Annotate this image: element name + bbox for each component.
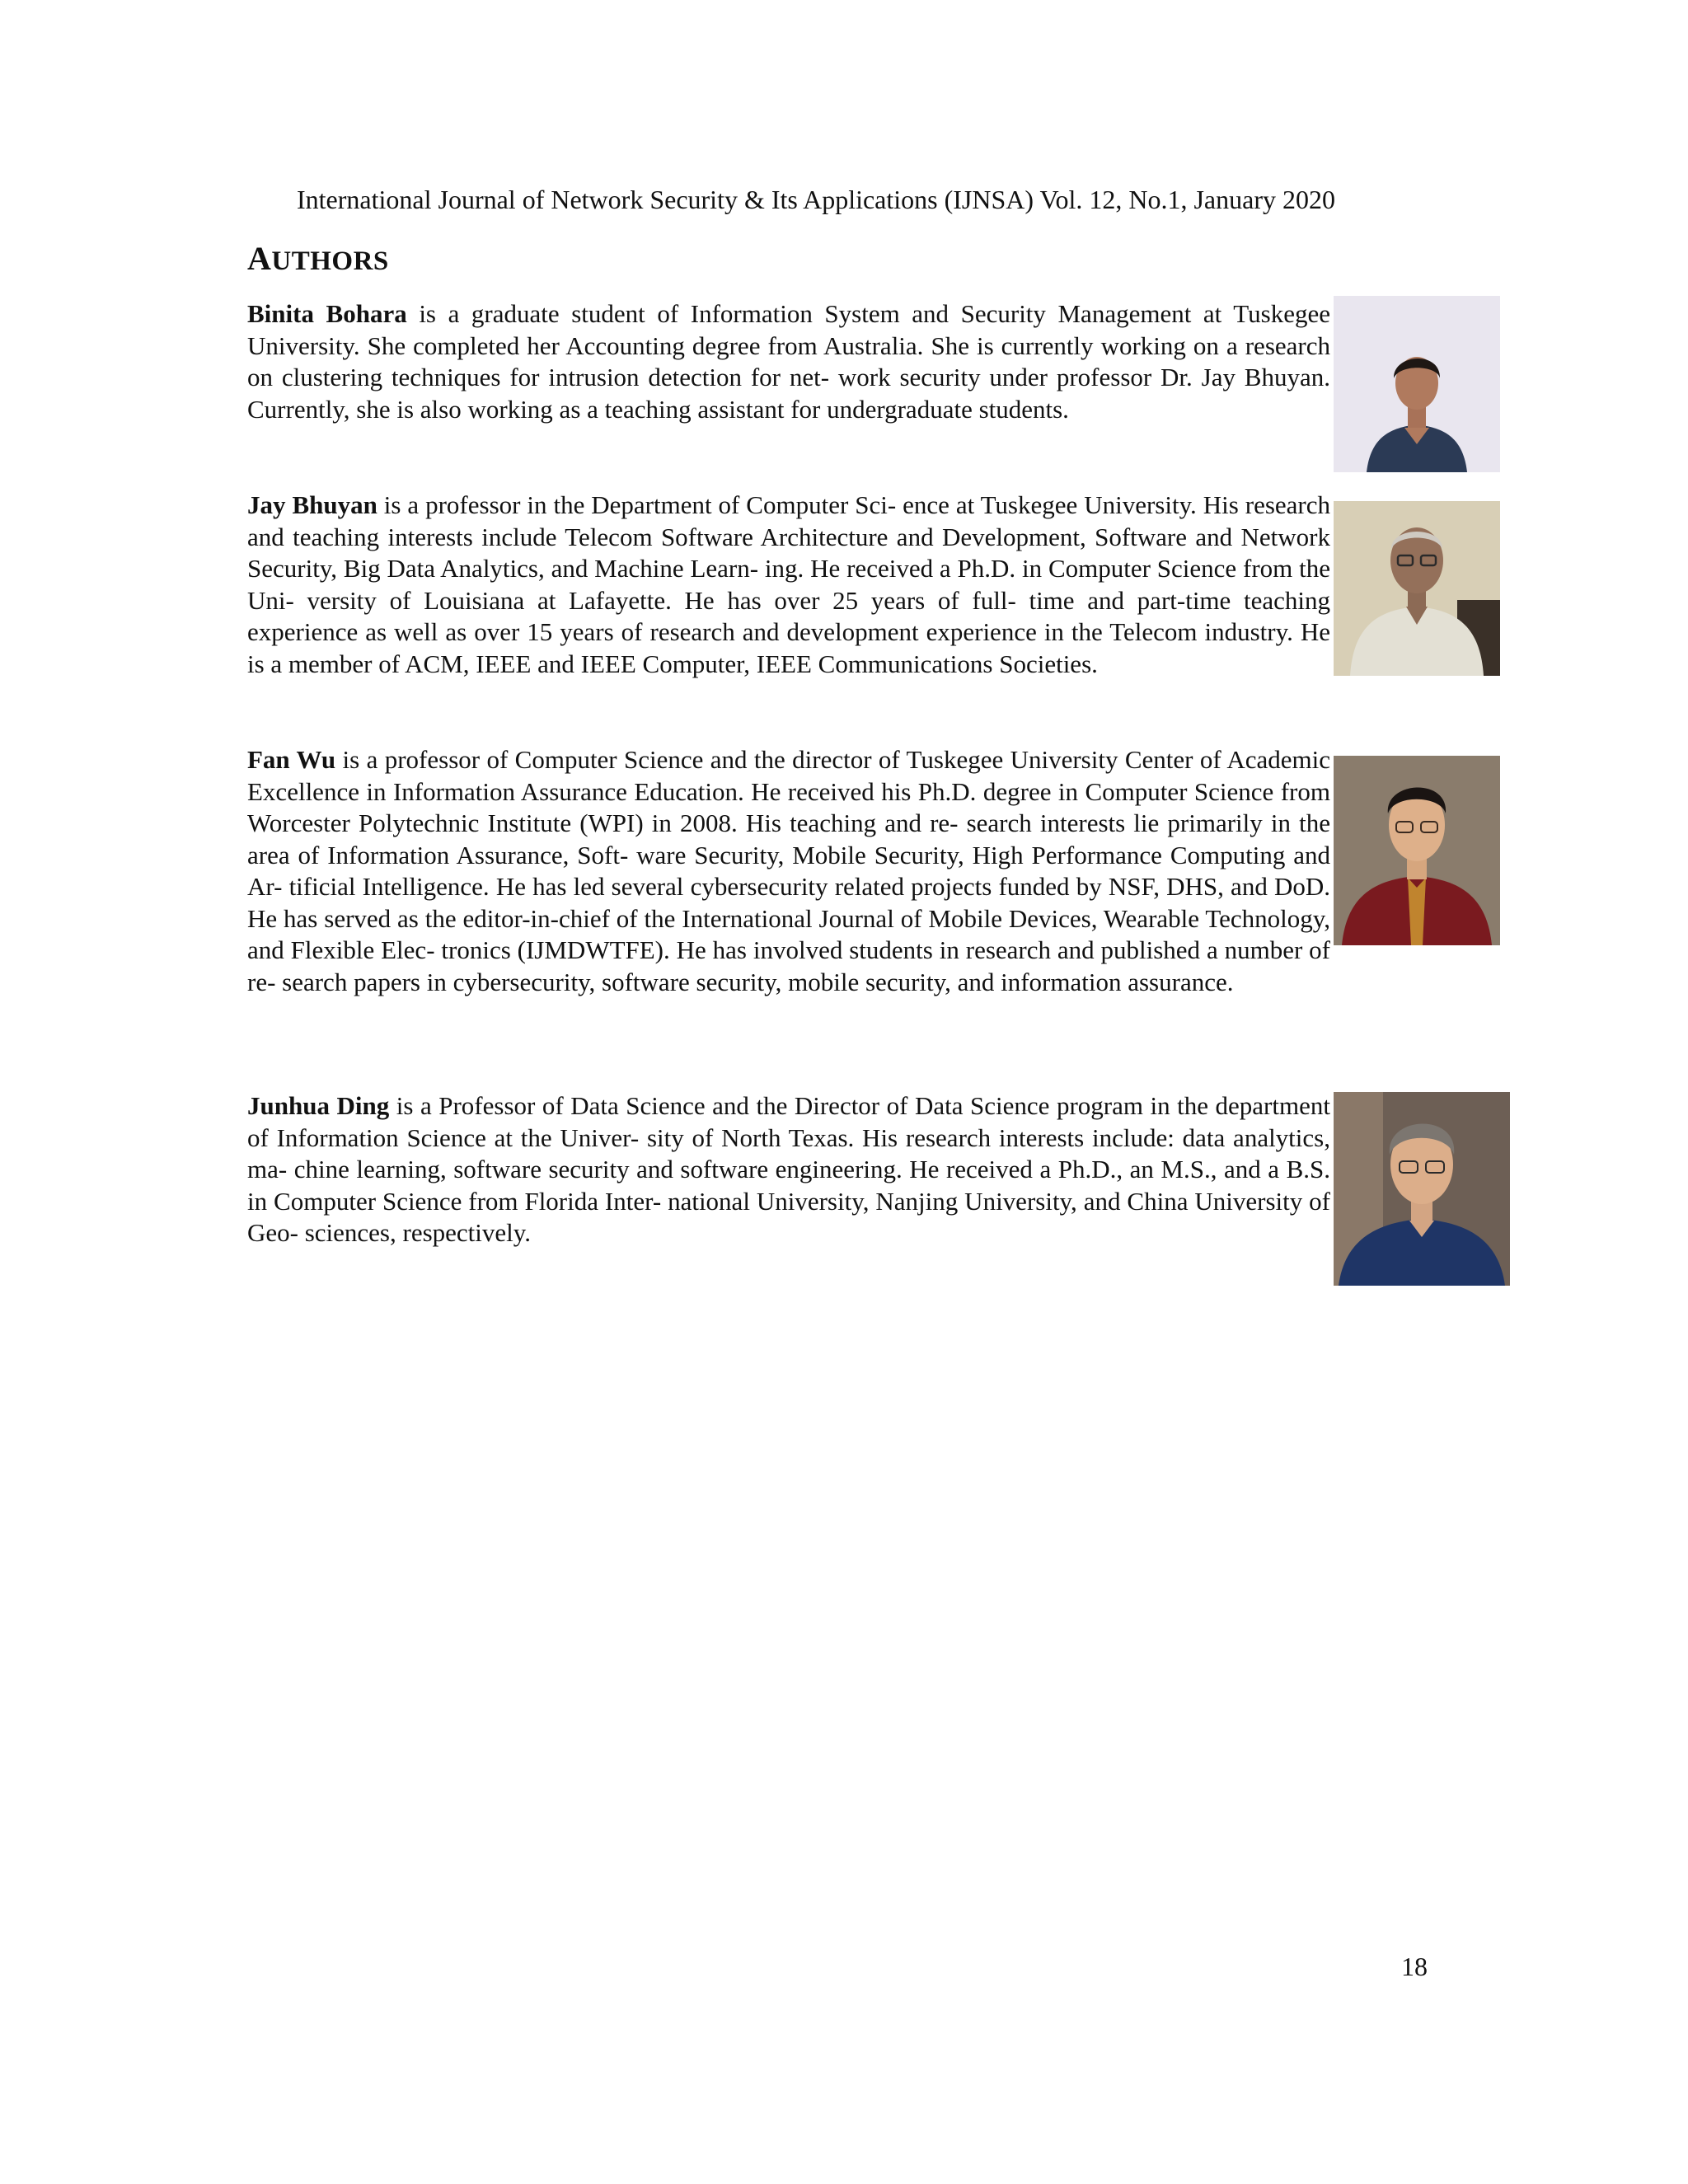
author-photo-fan-wu	[1334, 756, 1500, 945]
author-bio-binita-bohara	[247, 298, 1467, 472]
author-bio-text: is a graduate student of Information System and Security Management at Tuskegee University. She completed her Accounting degree from Australia. She is currently working on a research on clustering techniques for intrusion detection for net- work security under professor Dr. Jay Bhuyan. Currently, she is also working as a teaching assistant for undergraduate students.	[247, 299, 1330, 424]
author-bio-junhua-ding	[247, 1090, 1467, 1286]
author-name: Junhua Ding	[247, 1091, 390, 1120]
section-title-initial: A	[247, 240, 272, 277]
author-bio-text: is a professor of Computer Science and the director of Tuskegee University Center of Academic Excellence in Information Assurance Education. He received his Ph.D. degree in Computer Science from Worcester Polytechnic Institute (WPI) in 2008. His teaching and re- search interests lie primarily in the area of Information Assurance, Soft- ware Security, Mobile Security, High Performance Computing and Ar- tificial Intelligence. He has led several cybersecurity related projects funded by NSF, DHS, and DoD. He has served as the editor-in-chief of the International Journal of Mobile Devices, Wearable Technology, and Flexible Elec- tronics (IJMDWTFE). He has involved students in research and published a number of re- search papers in cybersecurity, software security, mobile security, and information assurance.	[247, 745, 1330, 996]
page-number: 18	[1401, 1952, 1428, 1981]
author-photo-binita-bohara	[1334, 296, 1500, 472]
author-bio-text: is a professor in the Department of Computer Sci- ence at Tuskegee University. His research and teaching interests include Telecom Software Architecture and Development, Software and Network Security, Big Data Analytics, and Machine Learn- ing. He received a Ph.D. in Computer Science from the Uni- versity of Louisiana at Lafayette. He has over 25 years of full- time and part-time teaching experience as well as over 15 years of research and development experience in the Telecom industry. He is a member of ACM, IEEE and IEEE Computer, IEEE Communications Societies.	[247, 490, 1330, 678]
author-bio-jay-bhuyan	[247, 490, 1467, 680]
author-bio-fan-wu	[247, 744, 1467, 998]
author-photo-junhua-ding	[1334, 1092, 1510, 1286]
section-title-rest: UTHORS	[271, 246, 389, 276]
author-bio-text: is a Professor of Data Science and the Director of Data Science program in the department of Information Science at the Univer- sity of North Texas. His research interests include: data analytics, ma- chine learning, software security and software engineering. He received a Ph.D., an M.S., and a B.S. in Computer Science from Florida Inter- national University, Nanjing University, and China University of Geo- sciences, respectively.	[247, 1091, 1330, 1247]
section-title-authors	[247, 239, 389, 278]
journal-header: International Journal of Network Security & Its Applications (IJNSA) Vol. 12, No.1, January 2020	[297, 185, 1335, 214]
author-name: Binita Bohara	[247, 299, 407, 328]
author-photo-jay-bhuyan	[1334, 501, 1500, 676]
author-name: Jay Bhuyan	[247, 490, 377, 519]
portrait-man-glasses-image	[1334, 501, 1500, 676]
author-name: Fan Wu	[247, 745, 336, 774]
portrait-man-blue-shirt-image	[1334, 1092, 1510, 1286]
portrait-woman-image	[1334, 296, 1500, 472]
portrait-man-tie-image	[1334, 756, 1500, 945]
